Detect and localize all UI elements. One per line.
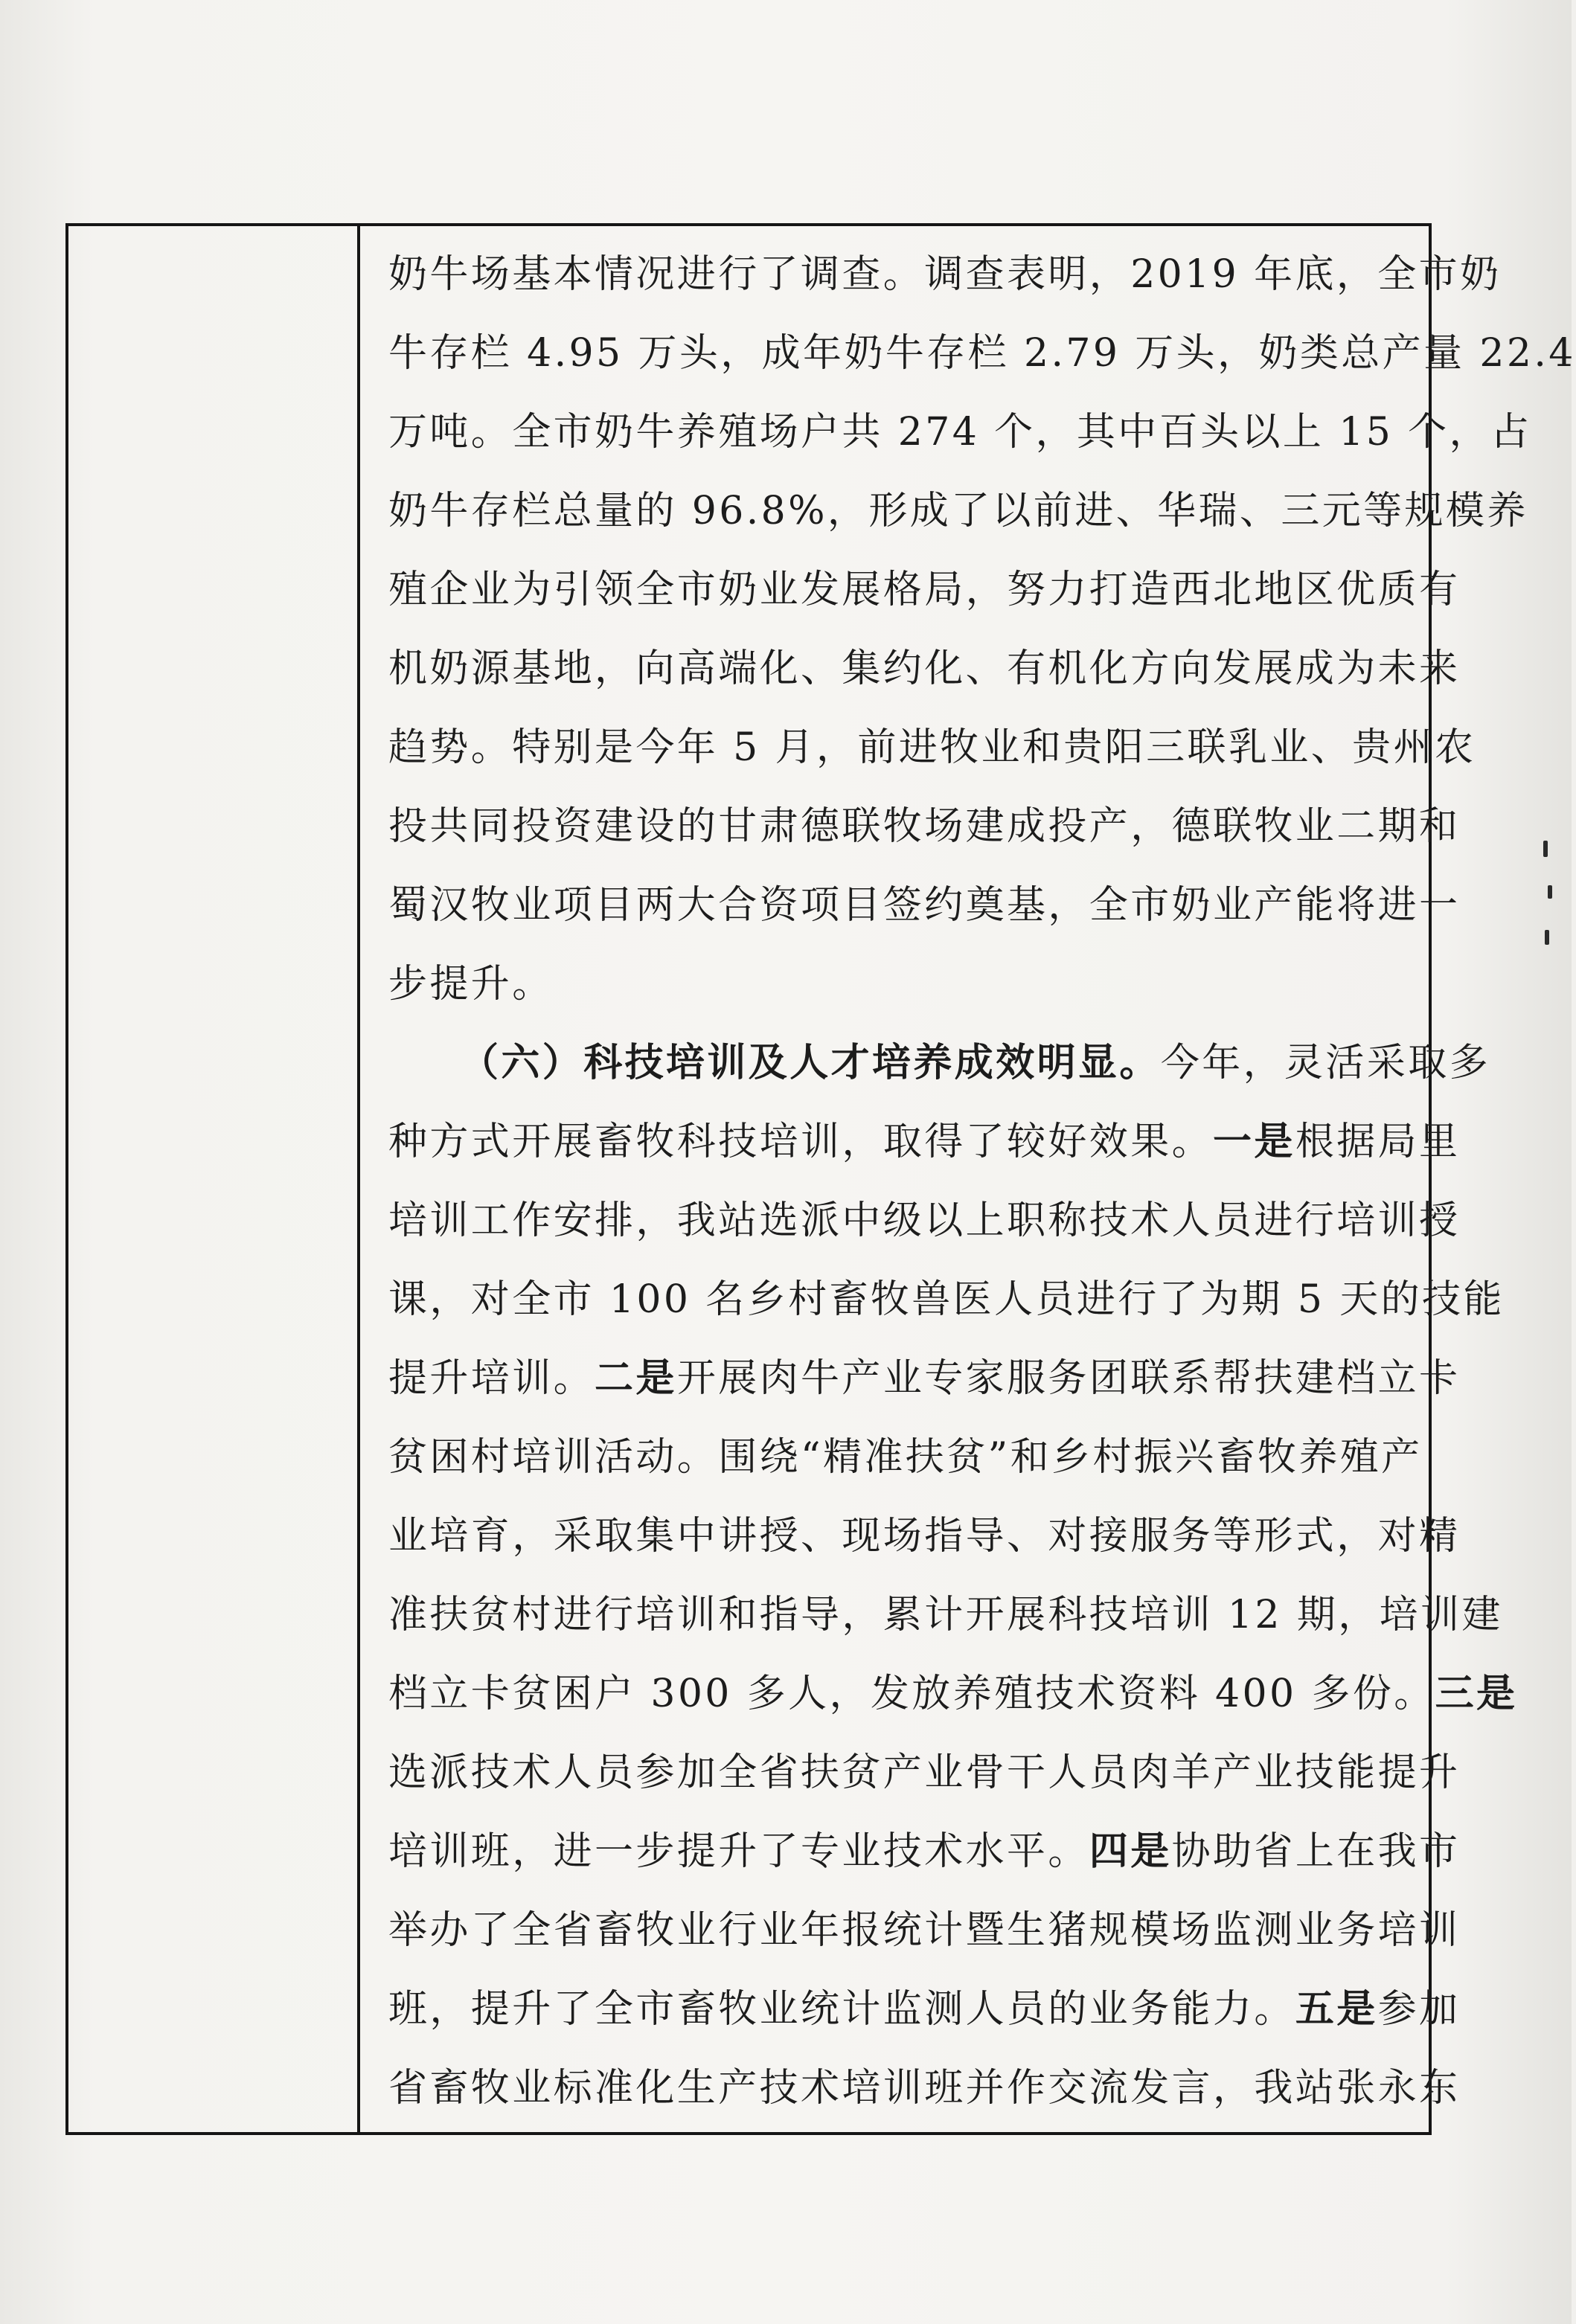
text-segment: 选派技术人员参加全省扶贫产业骨干人员肉羊产业技能提升 — [388, 1750, 1461, 1795]
text-line — [388, 629, 1461, 708]
text-segment: 牛存栏 4.95 万头，成年奶牛存栏 2.79 万头，奶类总产量 22.4 — [388, 331, 1576, 376]
text-line — [388, 1102, 1461, 1181]
text-line — [388, 787, 1461, 866]
bold-text-segment: 三是 — [1435, 1671, 1518, 1716]
text-line — [388, 1497, 1461, 1576]
text-line — [388, 1654, 1518, 1733]
text-line — [388, 550, 1461, 629]
text-line — [388, 1576, 1503, 1654]
text-line — [388, 1260, 1505, 1339]
text-line — [388, 1733, 1461, 1812]
text-segment: 省畜牧业标准化生产技术培训班并作交流发言，我站张永东 — [388, 2066, 1461, 2110]
text-line — [388, 235, 1502, 314]
text-segment: 培训工作安排，我站选派中级以上职称技术人员进行培训授 — [388, 1198, 1461, 1243]
text-line — [388, 393, 1532, 472]
bold-text-segment: 一是 — [1213, 1119, 1295, 1164]
text-line — [388, 945, 1415, 1024]
margin-mark — [1545, 930, 1549, 945]
text-segment: 提升培训。 — [388, 1356, 595, 1401]
text-segment: 奶牛场基本情况进行了调查。调查表明，2019 年底，全市奶 — [388, 252, 1502, 297]
table-label-column — [68, 226, 360, 2132]
text-segment: 种方式开展畜牧科技培训，取得了较好效果。 — [388, 1120, 1214, 1164]
text-line — [388, 1181, 1461, 1260]
bold-text-segment: 二是 — [595, 1355, 677, 1401]
text-line — [388, 1024, 1491, 1102]
text-segment: 根据局里 — [1295, 1120, 1461, 1164]
form-table — [65, 223, 1576, 2135]
text-segment: 课，对全市 100 名乡村畜牧兽医人员进行了为期 5 天的技能 — [388, 1277, 1505, 1322]
text-segment: 协助省上在我市 — [1171, 1829, 1461, 1874]
text-segment: 蜀汉牧业项目两大合资项目签约奠基，全市奶业产能将进一 — [388, 883, 1461, 928]
text-line — [388, 2049, 1461, 2128]
text-line — [388, 472, 1528, 550]
text-line — [388, 708, 1476, 787]
text-segment: 殖企业为引领全市奶业发展格局，努力打造西北地区优质有 — [388, 568, 1461, 612]
bold-text-segment: 四是 — [1089, 1829, 1172, 1874]
text-segment: 业培育，采取集中讲授、现场指导、对接服务等形式，对精 — [388, 1514, 1461, 1559]
text-segment: 参加 — [1377, 1987, 1461, 2032]
table-content-column — [363, 226, 1576, 2132]
text-line — [388, 1970, 1461, 2049]
text-segment: 趋势。特别是今年 5 月，前进牧业和贵阳三联乳业、贵州农 — [388, 725, 1476, 770]
text-line — [388, 866, 1461, 945]
text-segment: 开展肉牛产业专家服务团联系帮扶建档立卡 — [676, 1356, 1461, 1401]
margin-mark — [1543, 841, 1548, 857]
text-line — [388, 1418, 1423, 1497]
text-segment: 准扶贫村进行培训和指导，累计开展科技培训 12 期，培训建 — [388, 1593, 1503, 1637]
text-segment: 档立卡贫困户 300 多人，发放养殖技术资料 400 多份。 — [388, 1672, 1435, 1716]
text-segment: 举办了全省畜牧业行业年报统计暨生猪规模场监测业务培训 — [388, 1908, 1461, 1953]
text-line — [388, 314, 1576, 393]
bold-text-segment: （六）科技培训及人才培养成效明显。 — [460, 1040, 1161, 1085]
text-segment: 奶牛存栏总量的 96.8%，形成了以前进、华瑞、三元等规模养 — [388, 489, 1528, 533]
text-segment: 机奶源基地，向高端化、集约化、有机化方向发展成为未来 — [388, 646, 1461, 691]
text-segment: 贫困村培训活动。围绕“精准扶贫”和乡村振兴畜牧养殖产 — [388, 1435, 1423, 1480]
text-segment: 班，提升了全市畜牧业统计监测人员的业务能力。 — [388, 1987, 1295, 2032]
text-line — [388, 1891, 1461, 1970]
bold-text-segment: 五是 — [1295, 1986, 1378, 2032]
text-line — [388, 1812, 1461, 1891]
text-segment: 步提升。 — [388, 962, 554, 1007]
text-segment: 培训班，进一步提升了专业技术水平。 — [388, 1829, 1089, 1874]
text-line — [388, 1339, 1461, 1418]
text-segment: 投共同投资建设的甘肃德联牧场建成投产，德联牧业二期和 — [388, 804, 1461, 849]
text-segment: 今年，灵活采取多 — [1160, 1041, 1491, 1085]
text-segment: 万吨。全市奶牛养殖场户共 274 个，其中百头以上 15 个，占 — [388, 410, 1532, 455]
margin-mark — [1548, 885, 1552, 899]
